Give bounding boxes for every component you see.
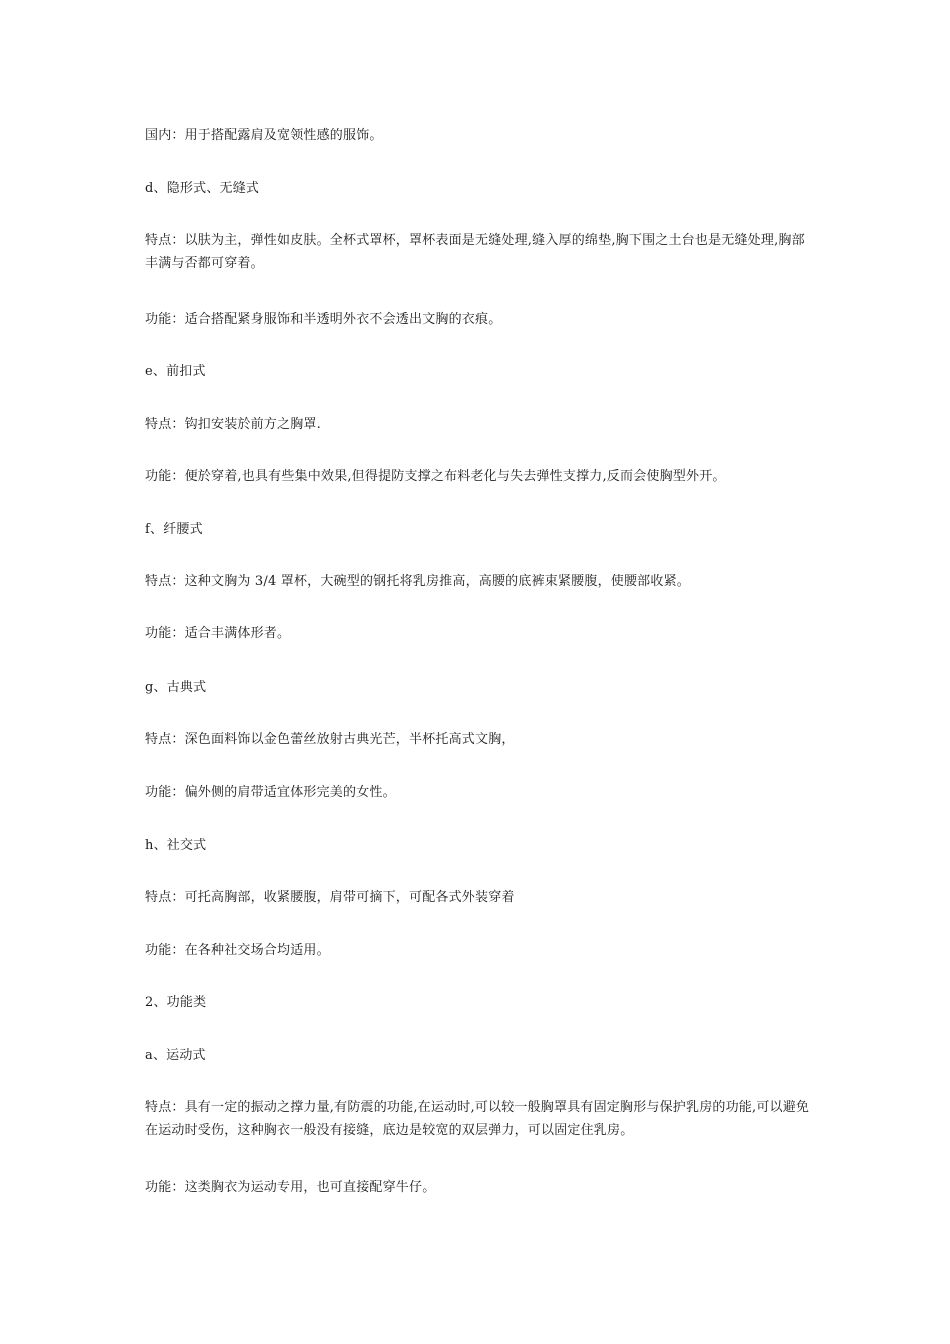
heading-classic: g、古典式 <box>145 680 207 695</box>
heading-front-closure: e、前扣式 <box>145 364 206 379</box>
paragraph-slim-waist-features: 特点：这种文胸为 3/4 罩杯，大碗型的钢托将乳房推高，高腰的底裤束紧腰腹，使腰部收紧。 <box>145 574 690 589</box>
heading-functional-category: 2、功能类 <box>145 995 207 1010</box>
heading-sport: a、运动式 <box>145 1048 206 1063</box>
paragraph-seamless-function: 功能：适合搭配紧身服饰和半透明外衣不会透出文胸的衣痕。 <box>145 312 502 327</box>
paragraph-social-features: 特点：可托高胸部，收紧腰腹，肩带可摘下，可配各式外装穿着 <box>145 890 515 905</box>
paragraph-classic-features: 特点：深色面料饰以金色蕾丝放射古典光芒，半杯托高式文胸， <box>145 732 515 747</box>
paragraph-sport-features: 特点：具有一定的振动之撑力量,有防震的功能,在运动时,可以较一般胸罩具有固定胸形与保护乳房的功能,可以避免在运动时受伤，这种胸衣一般没有接缝，底边是较宽的双层弹力，可以固定住乳房。 <box>145 1100 810 1138</box>
paragraph-slim-waist-function: 功能：适合丰满体形者。 <box>145 626 291 641</box>
paragraph-sport-function: 功能：这类胸衣为运动专用，也可直接配穿牛仔。 <box>145 1180 436 1195</box>
paragraph-domestic-usage: 国内：用于搭配露肩及宽领性感的服饰。 <box>145 128 383 143</box>
heading-slim-waist: f、纤腰式 <box>145 522 203 537</box>
paragraph-social-function: 功能：在各种社交场合均适用。 <box>145 943 330 958</box>
heading-invisible-seamless: d、隐形式、无缝式 <box>145 181 260 196</box>
heading-social: h、社交式 <box>145 838 207 853</box>
paragraph-seamless-features: 特点：以肤为主，弹性如皮肤。全杯式罩杯，罩杯表面是无缝处理,缝入厚的绵垫,胸下围之土台也是无缝处理,胸部丰满与否都可穿着。 <box>145 233 805 271</box>
paragraph-front-closure-features: 特点：钩扣安装於前方之胸罩. <box>145 417 321 432</box>
paragraph-front-closure-function: 功能：便於穿着,也具有些集中效果,但得提防支撑之布料老化与失去弹性支撑力,反而会使胸型外开。 <box>145 469 726 484</box>
paragraph-classic-function: 功能：偏外侧的肩带适宜体形完美的女性。 <box>145 785 396 800</box>
